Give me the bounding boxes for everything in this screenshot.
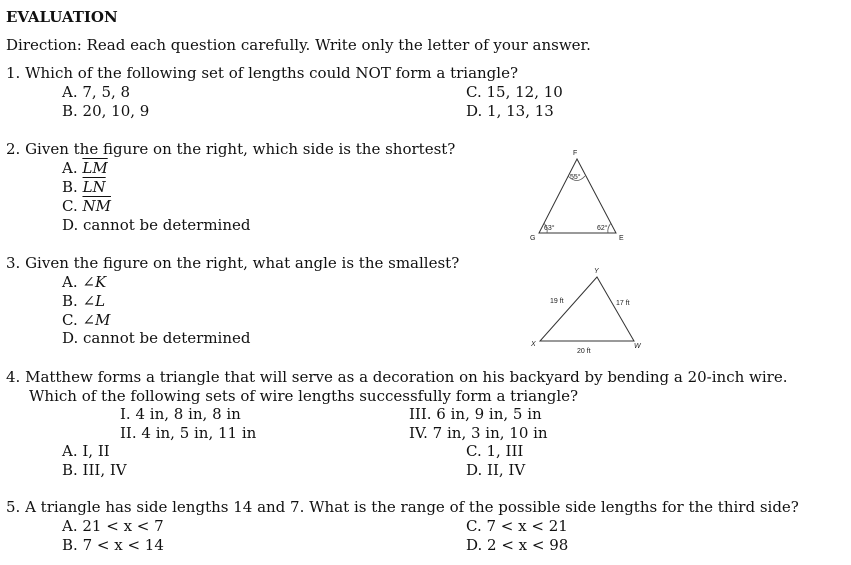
vertex-label-f: F xyxy=(573,150,578,157)
q4-option-iii: III. 6 in, 9 in, 5 in xyxy=(409,405,542,423)
q3-choice-c: C. ∠M xyxy=(62,311,111,329)
side-label-yw: 17 ft xyxy=(616,300,630,307)
q4-option-ii: II. 4 in, 5 in, 11 in xyxy=(120,424,257,442)
vertex-label-e: E xyxy=(619,235,624,242)
q2-choice-d: D. cannot be determined xyxy=(62,216,251,234)
q1-choice-c: C. 15, 12, 10 xyxy=(466,83,563,101)
q1-choice-b: B. 20, 10, 9 xyxy=(62,102,150,120)
side-label-xy: 19 ft xyxy=(550,298,564,305)
side-label-xw: 20 ft xyxy=(577,348,591,355)
question-5-stem: 5. A triangle has side lengths 14 and 7. What is the range of the possible side lengths for the third side? xyxy=(6,498,799,516)
triangle-fge xyxy=(539,159,616,233)
q2-choice-b: B. $\overline{LN}$ xyxy=(62,178,106,196)
triangle-xyw-figure xyxy=(530,268,642,355)
question-4-stem-line-1: 4. Matthew forms a triangle that will serve as a decoration on his backyard by bending a 20-inch wire. xyxy=(6,368,788,386)
q4-option-iv: IV. 7 in, 3 in, 10 in xyxy=(409,424,548,442)
question-2-stem: 2. Given the figure on the right, which side is the shortest? xyxy=(6,140,456,158)
direction-text: Direction: Read each question carefully. Write only the letter of your answer. xyxy=(6,36,591,54)
q2-choice-c: C. $\overline{NM}$ xyxy=(62,197,111,215)
q4-choice-b: B. III, IV xyxy=(62,461,127,479)
q2-segment-c: $\overline{NM}$ xyxy=(82,197,111,215)
q4-choice-d: D. II, IV xyxy=(466,461,526,479)
triangle-xyw xyxy=(540,277,634,341)
q4-option-i: I. 4 in, 8 in, 8 in xyxy=(120,405,241,423)
q1-choice-a: A. 7, 5, 8 xyxy=(62,83,131,101)
q4-choice-c: C. 1, III xyxy=(466,442,524,460)
vertex-label-g: G xyxy=(530,235,536,242)
q3-choice-b: B. ∠L xyxy=(62,292,106,310)
q2-segment-a: $\overline{LM}$ xyxy=(82,159,108,177)
angle-label-e: 62° xyxy=(597,225,608,232)
q2-segment-b: $\overline{LN}$ xyxy=(82,178,106,196)
q3-choice-d: D. cannot be determined xyxy=(62,329,251,347)
q5-choice-d: D. 2 < x < 98 xyxy=(466,536,569,554)
q5-choice-a: A. 21 < x < 7 xyxy=(62,517,164,535)
vertex-label-y: Y xyxy=(594,268,599,275)
q5-choice-b: B. 7 < x < 14 xyxy=(62,536,164,554)
q3-choice-a: A. ∠K xyxy=(62,273,107,291)
q2-choice-a: A. $\overline{LM}$ xyxy=(62,159,108,177)
question-4-stem-line-2: Which of the following sets of wire lengths successfully form a triangle? xyxy=(29,387,579,405)
triangle-fge-figure xyxy=(530,150,624,242)
q5-choice-c: C. 7 < x < 21 xyxy=(466,517,568,535)
question-3-stem: 3. Given the figure on the right, what angle is the smallest? xyxy=(6,254,460,272)
angle-label-f: 55° xyxy=(570,174,581,181)
q4-choice-a: A. I, II xyxy=(62,442,110,460)
angle-arc-e xyxy=(608,223,611,233)
angle-label-g: 63° xyxy=(544,225,555,232)
q1-choice-d: D. 1, 13, 13 xyxy=(466,102,554,120)
vertex-label-w: W xyxy=(634,343,641,350)
question-1-stem: 1. Which of the following set of lengths could NOT form a triangle? xyxy=(6,64,518,82)
vertex-label-x: X xyxy=(531,341,536,348)
page-title: EVALUATION xyxy=(6,8,118,26)
